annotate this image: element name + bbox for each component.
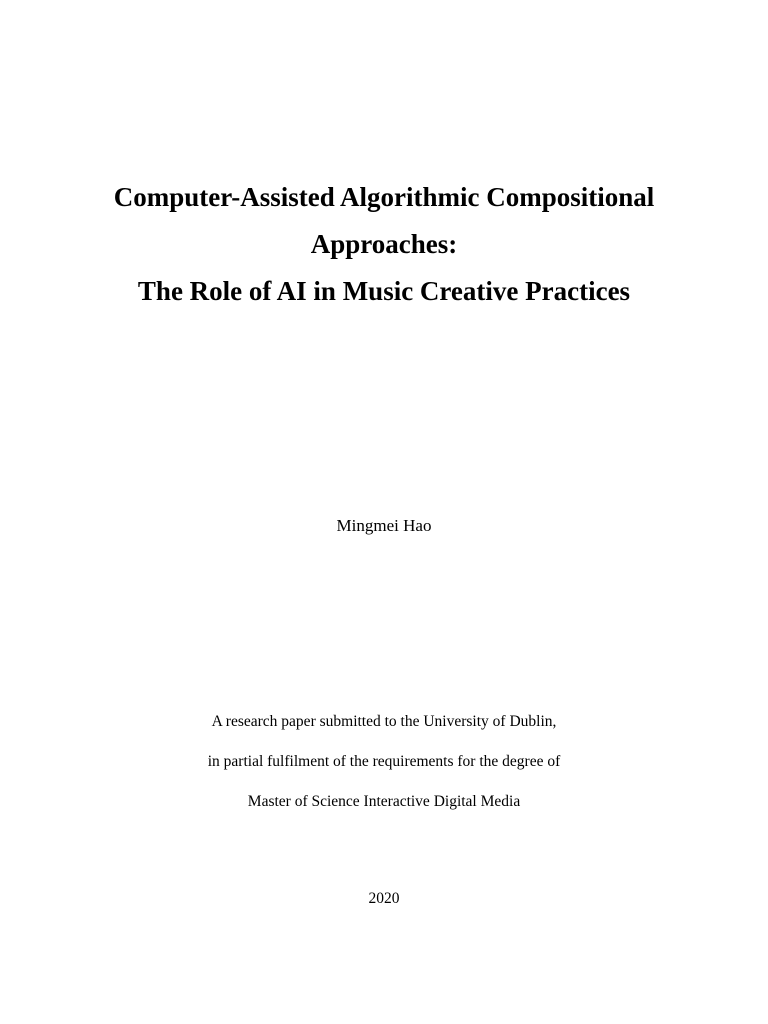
title-line-1: Computer-Assisted Algorithmic Compositional [113, 182, 655, 212]
author-name: Mingmei Hao [336, 516, 432, 535]
submission-line-2: in partial fulfilment of the requirements for the degree of [207, 753, 561, 770]
degree-name: Master of Science Interactive Digital Media [247, 793, 521, 810]
year: 2020 [368, 890, 400, 907]
title-line-2: Approaches: [310, 229, 458, 259]
subtitle: The Role of AI in Music Creative Practices [137, 276, 631, 306]
submission-line-1: A research paper submitted to the University of Dublin, [211, 713, 557, 730]
